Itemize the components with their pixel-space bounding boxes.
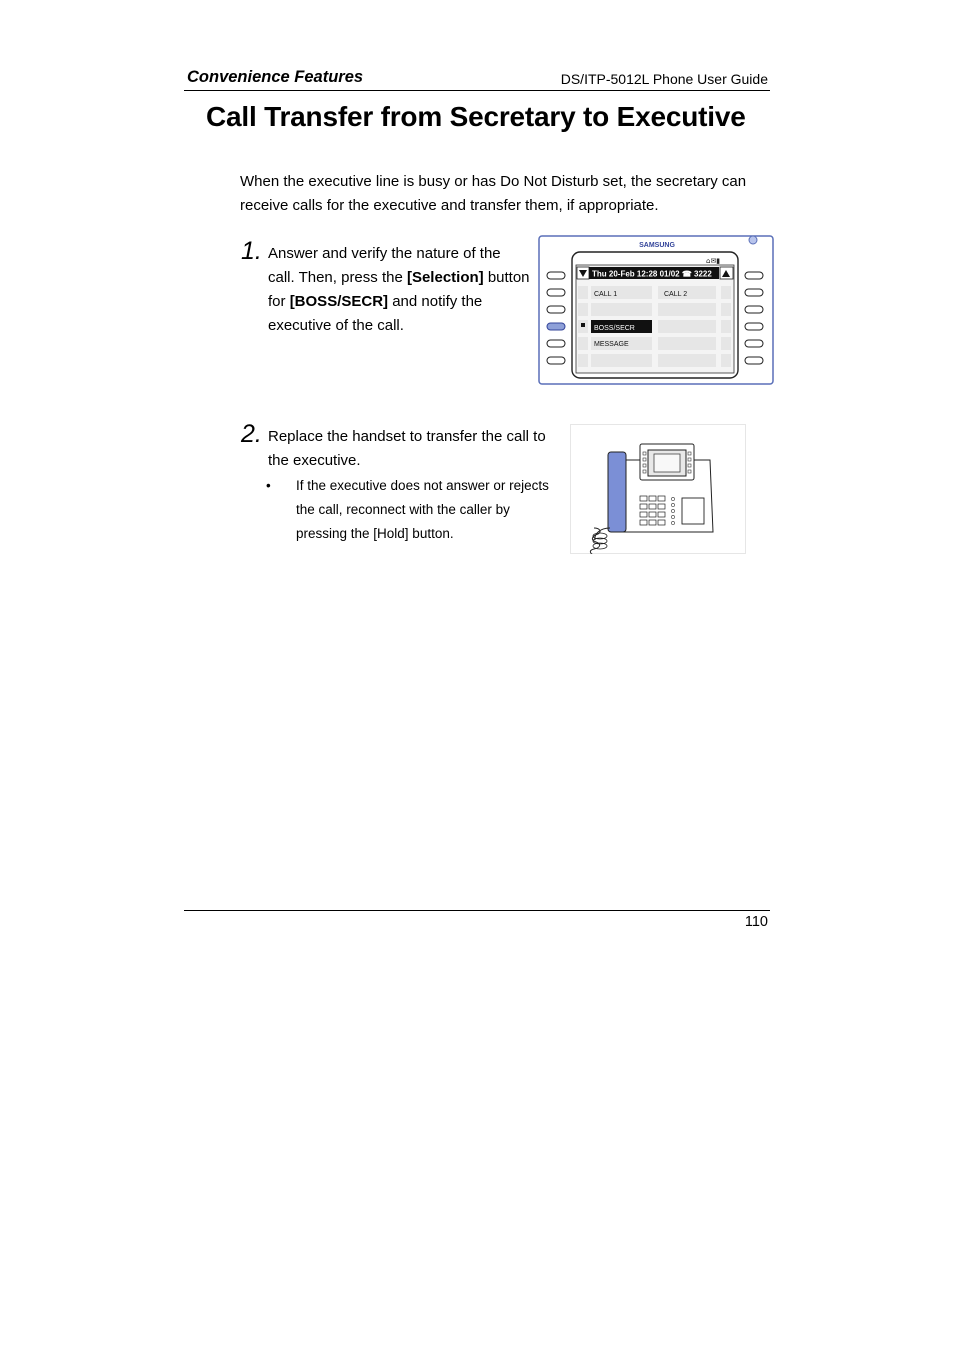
step-1-text xyxy=(268,242,530,338)
brand-logo: SAMSUNG xyxy=(639,242,675,249)
section-title: Convenience Features xyxy=(187,68,364,86)
step-2-text: Replace the handset to transfer the call to the executive. xyxy=(268,428,546,469)
step-2-bullet-text: If the executive does not answer or rejects the call, reconnect with the caller by pressing the [Hold] button. xyxy=(296,478,549,541)
key-label-boss-secr: BOSS/SECR xyxy=(594,325,635,332)
step-1-boss-secr-label: [BOSS/SECR] xyxy=(289,293,389,310)
step-1-selection-label: [Selection] xyxy=(406,269,484,286)
phone-lcd-illustration xyxy=(538,235,774,385)
page-title: Call Transfer from Secretary to Executive xyxy=(206,101,746,132)
phone-handset-illustration xyxy=(570,424,746,554)
step-1-number: 1. xyxy=(241,237,262,265)
intro-paragraph: When the executive line is busy or has Do Not Disturb set, the secretary can receive calls for the executive and transfer them, if appropriate. xyxy=(240,173,747,214)
header-rule xyxy=(184,90,770,91)
svg-text:⌂✉︎▮: ⌂✉︎▮ xyxy=(706,257,721,265)
step-1-text-c: and notify the executive of the call. xyxy=(268,293,483,334)
key-label-call-2: CALL 2 xyxy=(664,291,688,298)
page-number: 110 xyxy=(744,914,768,930)
selection-button-highlighted xyxy=(547,323,565,330)
step-1-text-a: Answer and verify the nature of the call. Then, press the xyxy=(268,245,501,286)
guide-title: DS/ITP-5012L Phone User Guide xyxy=(560,71,768,87)
key-label-message: MESSAGE xyxy=(594,341,629,348)
step-2-number: 2. xyxy=(241,420,262,448)
key-label-call-1: CALL 1 xyxy=(594,291,618,298)
step-1-text-b: button for xyxy=(268,269,530,310)
footer-rule xyxy=(184,910,770,911)
bullet-dot: • xyxy=(266,478,271,493)
lcd-status-line: Thu 20-Feb 12:28 01/02 ☎ 3222 xyxy=(592,269,712,279)
